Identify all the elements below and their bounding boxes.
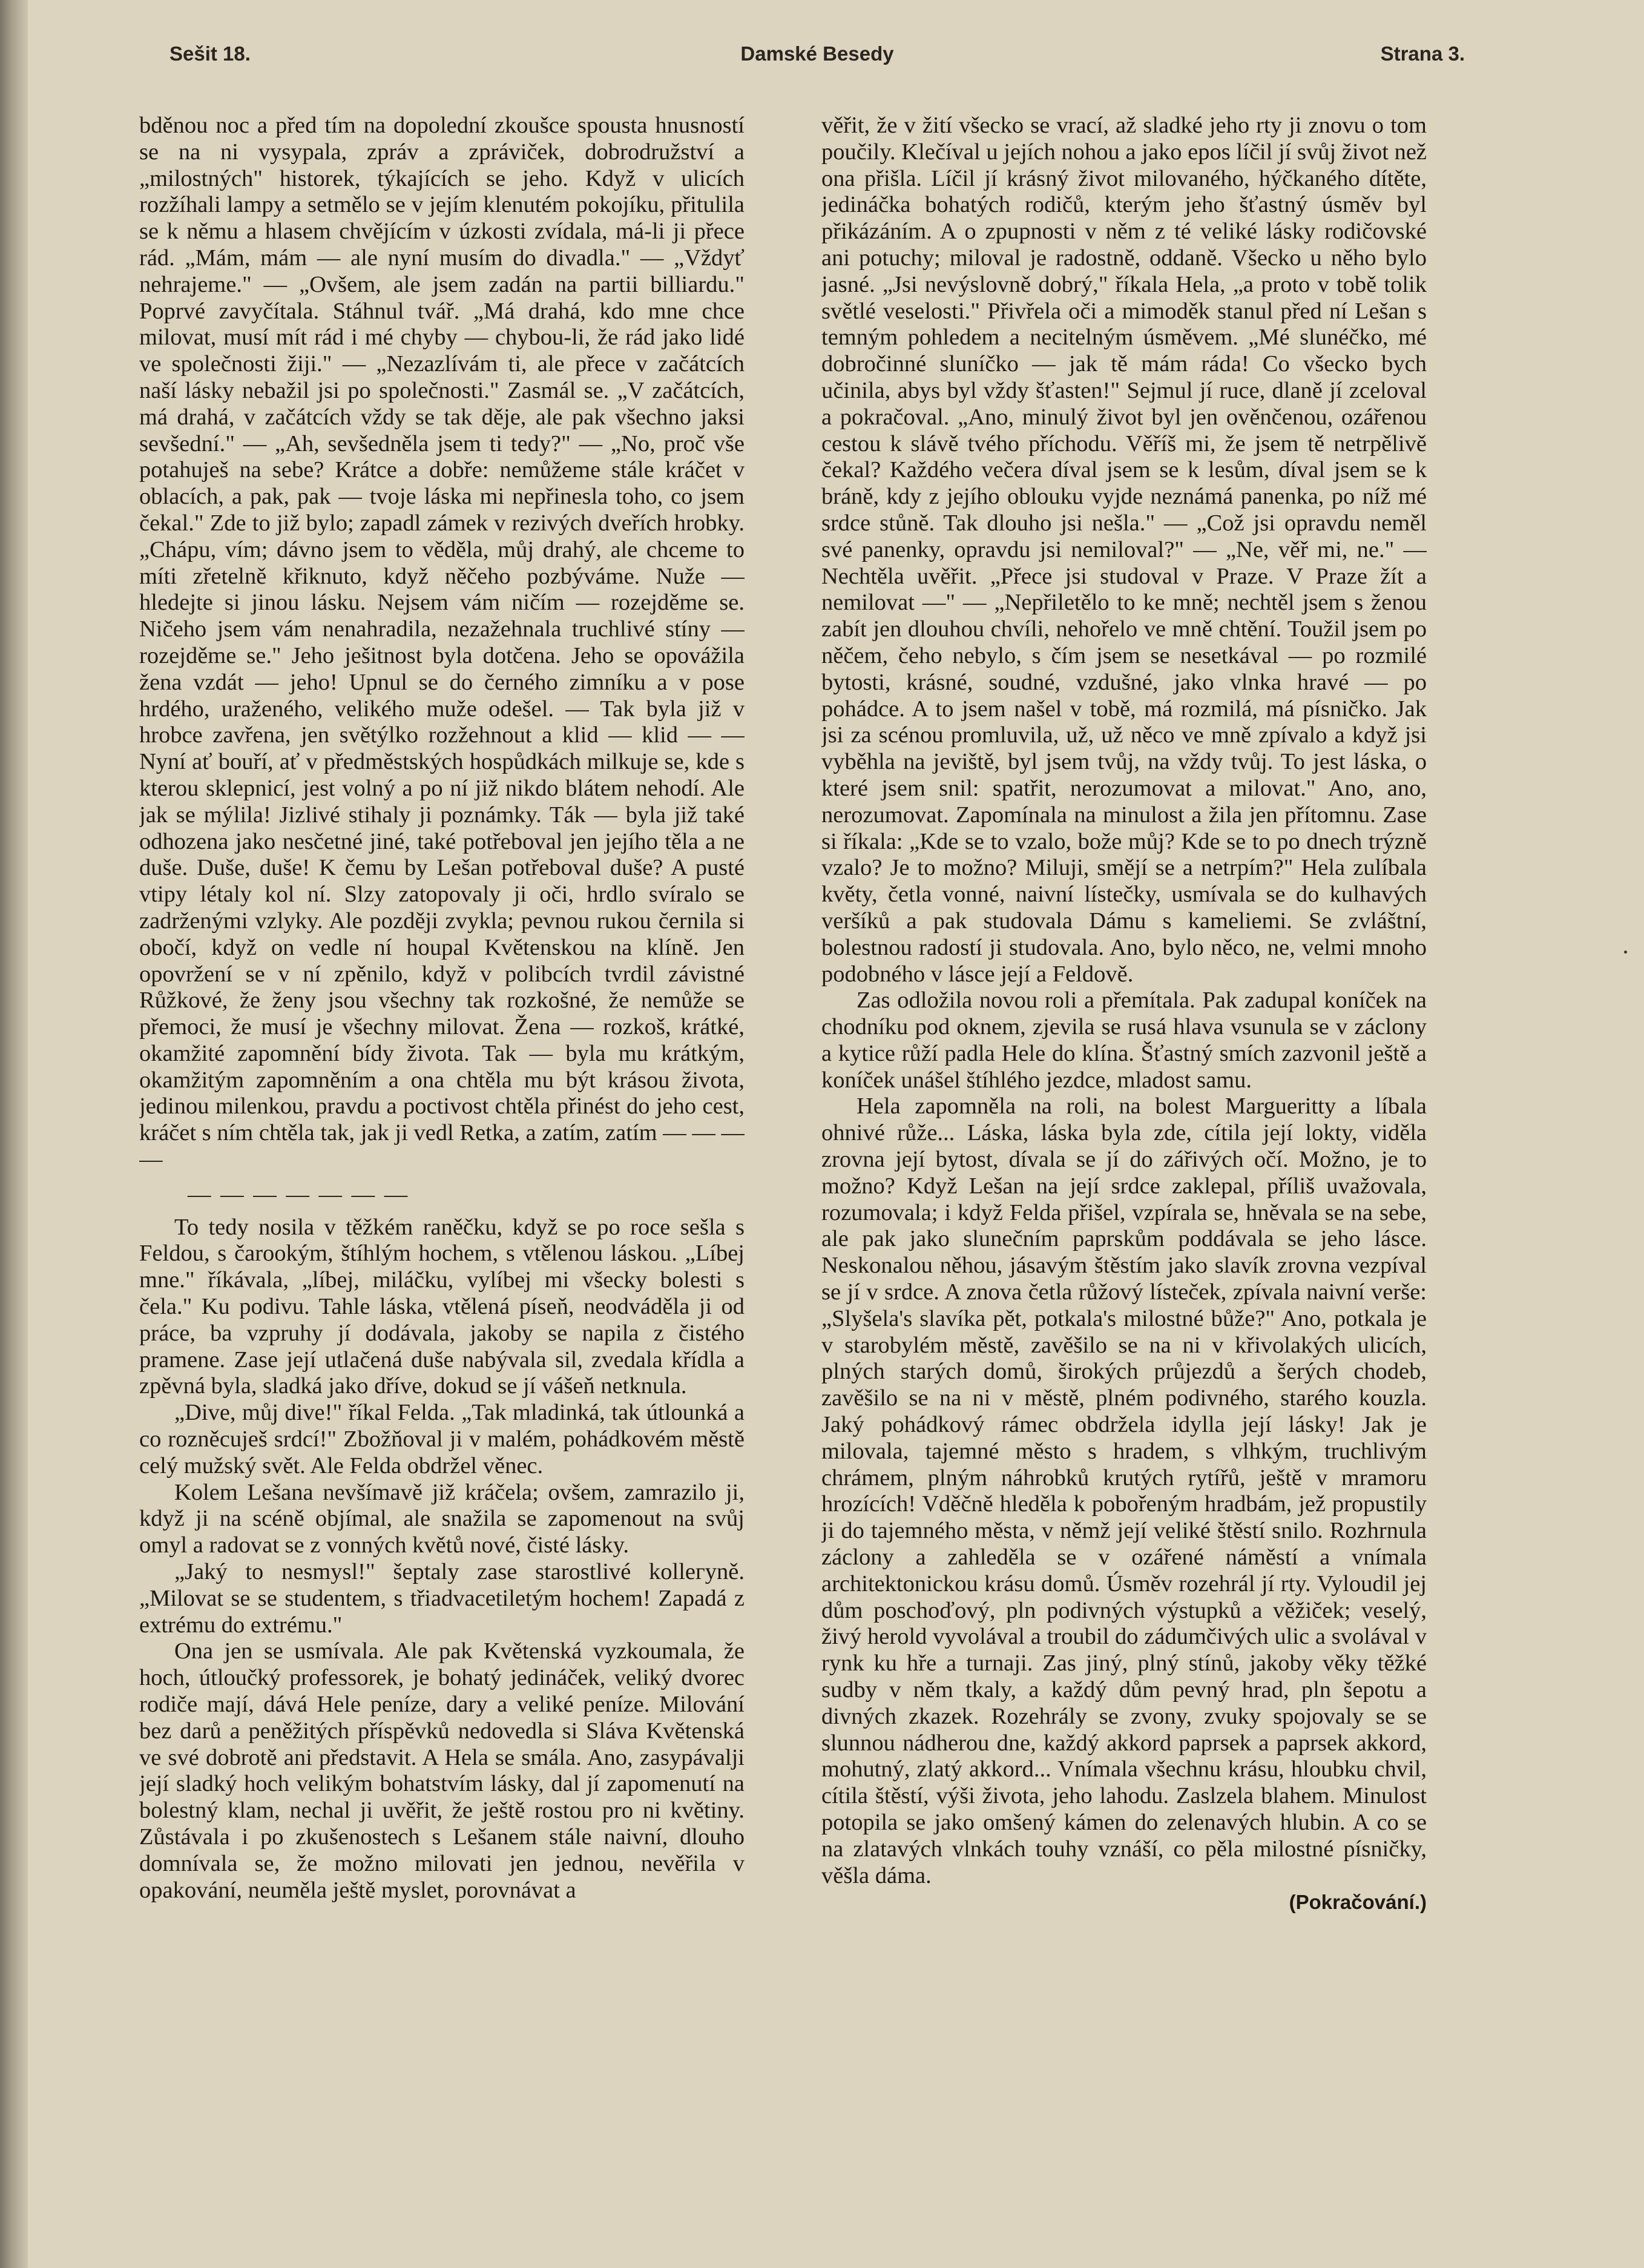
paragraph: Zas odložila novou roli a přemítala. Pak zadupal koníček na chodníku pod oknem, zjevila se rusá hlava vsunula se v záclony a kytice růží padla Hele do klína. Šťastný smích zazvonil ještě a koníček unášel štíhlého jezdce, mladost samu.: [821, 987, 1427, 1093]
paragraph: Hela zapomněla na roli, na bolest Margueritty a líbala ohnivé růže... Láska, láska byla zde, cítila její lokty, viděla zrovna její bytost, dívala se jí do zářivých očí. Možno, je to možno? Když Lešan na její srdce zaklepal, příliš uvažovala, rozumovala; i když Felda přišel, vzpírala se, hněvala se na sebe, ale pak jako slunečním paprskům poddávala se jeho lásce. Neskonalou něhou, jásavým štěstím jako slavík zrovna vezpíval se jí v srdce. A znova četla růžový lísteček, zpívala naivní verše: „Slyšela's slavíka pět, potkala's milostné bůže?" Ano, potkala je v starobylém městě, zavěšilo se na ni v křivolakých ulicích, plných starých domů, širokých průjezdů a šerých chodeb, zavěšilo se na ni v městě, plném podivného, starého kouzla. Jaký pohádkový rámec obdržela idylla její lásky! Jak je milovala, tajemné město s hradem, s vlhkým, truchlivým chrámem, plným náhrobků krutých rytířů, ještě v mramoru hrozících! Vděčně hleděla k pobořeným hradbám, jež propustily ji do tajemného města, v němž její veliké štěstí snilo. Rozhrnula záclony a zahleděla se v ozářené náměstí a vnímala architektonickou krásu domů. Úsměv rozehrál jí rty. Vyloudil jej dům poschoďový, pln podivných výstupků a věžiček; veselý, živý herold vyvolával a troubil do zádumčivých ulic a svolával v rynk ku hře a turnaji. Zas jiný, plný stínů, jakoby věky těžké sudby v něm tkaly, a každý dům pevný hrad, pln šepotu a divných zkazek. Rozehrály se zvony, zvuky spojovaly se se slunnou nádherou dne, každý akkord paprsek a paprsek akkord, mohutný, zlatý akkord... Vnímala všechnu krásu, hloubku chvil, cítila štěstí, výši života, jeho lahodu. Zaslzela blahem. Minulost potopila se jako omšený kámen do zelenavých hlubin. A co se na zlatavých vlnkách touhy vznáší, co pěla milostné písničky, věšla dáma.: [821, 1093, 1427, 1888]
continued-note: (Pokračování.): [1289, 1891, 1427, 1914]
page-header: [169, 42, 1465, 79]
issue-number: Sešit 18.: [169, 42, 251, 65]
page-number: Strana 3.: [1380, 42, 1465, 65]
paragraph: věřit, že v žití všecko se vrací, až sladké jeho rty ji znovu o tom poučily. Klečíval u jejích nohou a jako epos líčil jí svůj život než ona přišla. Líčil jí krásný život milovaného, hýčkaného dítěte, jedináčka bohatých rodičů, kterým jeho šťastný úsměv byl přikázáním. A o zpupnosti v něm z té veliké lásky rodičovské ani potuchy; miloval je radostně, oddaně. Všecko u něho bylo jasné. „Jsi nevýslovně dobrý," říkala Hela, „a proto v tobě tolik světlé veselosti." Přivřela oči a mimoděk stanul před ní Lešan s temným pohledem a necitelným úsměvem. „Mé slunéčko, mé dobročinné sluníčko — jak tě mám ráda! Co všecko bych učinila, abys byl vždy šťasten!" Sejmul jí ruce, dlaně jí zceloval a pokračoval. „Ano, minulý život byl jen ověnčenou, ozářenou cestou k slávě tvého příchodu. Věříš mi, že jsem tě netrpělivě čekal? Každého večera díval jsem se k lesům, díval jsem se k bráně, kdy z jejího oblouku vyjde neznámá panenka, po níž mé srdce stůně. Tak dlouho jsi nešla." — „Což jsi opravdu neměl své panenky, opravdu jsi nemiloval?" — „Ne, věř mi, ne." — Nechtěla uvěřit. „Přece jsi studoval v Praze. V Praze žít a nemilovat —" — „Nepřiletělo to ke mně; nechtěl jsem s ženou zabít jen dlouhou chvíli, nehořelo ve mně chtění. Toužil jsem po něčem, čeho nebylo, s čím jsem se nesetkával — po rozmilé bytosti, krásné, soudné, vzdušné, jako vlnka hravé — po pohádce. A to jsem našel v tobě, má rozmilá, má písničko. Jak jsi za scénou promluvila, už, už něco ve mně zpívalo a když jsi vyběhla na jeviště, byl jsem tvůj, na vždy tvůj. To jest láska, o které jsem snil: spatřit, nerozumovat a milovat." Ano, ano, nerozumovat. Zapomínala na minulost a žila jen přítomnu. Zase si říkala: „Kde se to vzalo, bože můj? Kde se to po dnech trýzně vzalo? Je to možno? Miluji, smějí se a netrpím?" Hela zulíbala květy, četla vonné, naivní lístečky, usmívala se do kulhavých veršíků a pak studovala Dámu s kameliemi. Se zvláštní, bolestnou radostí ji studovala. Ano, bylo něco, ne, velmi mnoho podobného v lásce její a Feldově.: [821, 113, 1427, 987]
paragraph: Ona jen se usmívala. Ale pak Květenská vyzkoumala, že hoch, útloučký professorek, je bohatý jedináček, veliký dvorec rodiče mají, dává Hele peníze, dary a veliké peníze. Milování bez darů a peněžitých příspěvků nedovedla si Sláva Květenská ve své dobrotě ani představit. A Hela se smála. Ano, zasypávalji její sladký hoch velikým bohatstvím lásky, dal jí zapomenutí na bolestný klam, nechal ji uvěřit, že ještě rostou pro ni květiny. Zůstávala i po zkušenostech s Lešanem stále naivní, dlouho domnívala se, že možno milovati jen jednou, nevěřila v opakování, neuměla ještě myslet, porovnávat a: [139, 1638, 745, 1903]
paragraph: To tedy nosila v těžkém raněčku, když se po roce sešla s Feldou, s čarookým, štíhlým hochem, s vtělenou láskou. „Líbej mne." říkávala, „líbej, miláčku, vylíbej mi všecky bolesti s čela." Ku podivu. Tahle láska, vtělená píseň, neodváděla ji od práce, ba vzpruhy jí dodávala, jakoby se napila z čistého pramene. Zase její utlačená duše nabývala sil, zvedala křídla a zpěvná byla, sladká jako dříve, dokud se jí vášeň netknula.: [139, 1214, 745, 1399]
binding-edge-shadow: [0, 0, 28, 2268]
paragraph: bděnou noc a před tím na dopolední zkoušce spousta hnusností se na ni vysypala, zpráv a zpráviček, dobrodružství a „milostných" historek, týkajících se jeho. Když v ulicích rozžíhali lampy a setmělo se v jejím klenutém pokojíku, přitulila se k němu a hlasem chvějícím v úzkosti zvídala, má-li ji přece rád. „Mám, mám — ale nyní musím do divadla." — „Vždyť nehrajeme." — „Ovšem, ale jsem zadán na partii billiardu." Poprvé zavyčítala. Stáhnul tvář. „Má drahá, kdo mne chce milovat, musí mít rád i mé chyby — chybou-li, že rád jako lidé ve společnosti žiji." — „Nezazlívám ti, ale přece v začátcích naší lásky nebažil jsi po společnosti." Zasmál se. „V začátcích, má drahá, v začátcích vždy se tak děje, ale pak všechno jaksi sevšední." — „Ah, sevšedněla jsem ti tedy?" — „No, proč vše potahuješ na sebe? Krátce a dobře: nemůžeme stále kráčet v oblacích, a pak, pak — tvoje láska mi nepřinesla toho, co jsem čekal." Zde to již bylo; zapadl zámek v rezivých dveřích hrobky. „Chápu, vím; dávno jsem to věděla, můj drahý, ale chceme to míti zřetelně křiknuto, když něčeho pozbýváme. Nuže — hledejte si jinou lásku. Nejsem vám ničím — rozejděme se. Ničeho jsem vám nenahradila, nezažehnala truchlivé stíny — rozejděme se." Jeho ješitnost byla dotčena. Jeho se opovážila žena vzdát — jeho! Upnul se do černého zimníku a v pose hrdého, uraženého, velikého muže odešel. — Tak byla již v hrobce zavřena, jen světýlko rozžehnout a klid — klid — — Nyní ať bouří, ať v předměstských hospůdkách milkuje se, kde s kterou sklepnicí, jest volný a po ní již nikdo blátem nehodí. Ale jak se mýlila! Jizlivé stihaly ji poznámky. Ták — byla již také odhozena jako nesčetné jiné, také potřeboval jen jejího těla a ne duše. Duše, duše! K čemu by Lešan potřeboval duše? A pusté vtipy létaly kol ní. Slzy zatopovaly ji oči, hrdlo svíralo se zadrženými vzlyky. Ale později zvykla; pevnou rukou černila si obočí, když on vedle ní houpal Květenskou na klíně. Jen opovržení se v ní zpěnilo, když v polibcích tvrdil závistné Růžkové, že ženy jsou všechny tak rozkošné, že nemůže se přemoci, že musí je všechny milovat. Žena — rozkoš, krátké, okamžité zapomnění bídy života. Tak — byla mu krátkým, okamžitým zapomněním a ona chtěla mu být krásou života, jedinou milenkou, pravdu a poctivost chtěla přinést do jeho cest, kráčet s ním chtěla tak, jak ji vedl Retka, a zatím, zatím — — — —: [139, 113, 745, 1173]
ink-speck: [1624, 951, 1627, 954]
text-column-right: [821, 113, 1427, 2226]
text-column-left: [139, 113, 745, 2226]
paragraph: „Dive, můj dive!" říkal Felda. „Tak mladinká, tak útlounká a co rozněcuješ srdcí!" Zbožňoval ji v malém, pohádkovém městě celý mužský svět. Ale Felda obdržel věnec.: [139, 1400, 745, 1478]
magazine-title: Damské Besedy: [740, 42, 894, 65]
paragraph: Kolem Lešana nevšímavě již kráčela; ovšem, zamrazilo ji, když ji na scéně objímal, ale snažila se zapomenout na svůj omyl a radovat se z vonných květů nové, čisté lásky.: [139, 1479, 745, 1558]
paragraph: „Jaký to nesmysl!" šeptaly zase starostlivé kolleгyně. „Milovat se se studentem, s třiadvacetiletým hochem! Zapadá z extrému do extrému.": [139, 1559, 745, 1638]
section-separator: — — — — — — —: [188, 1181, 410, 1207]
